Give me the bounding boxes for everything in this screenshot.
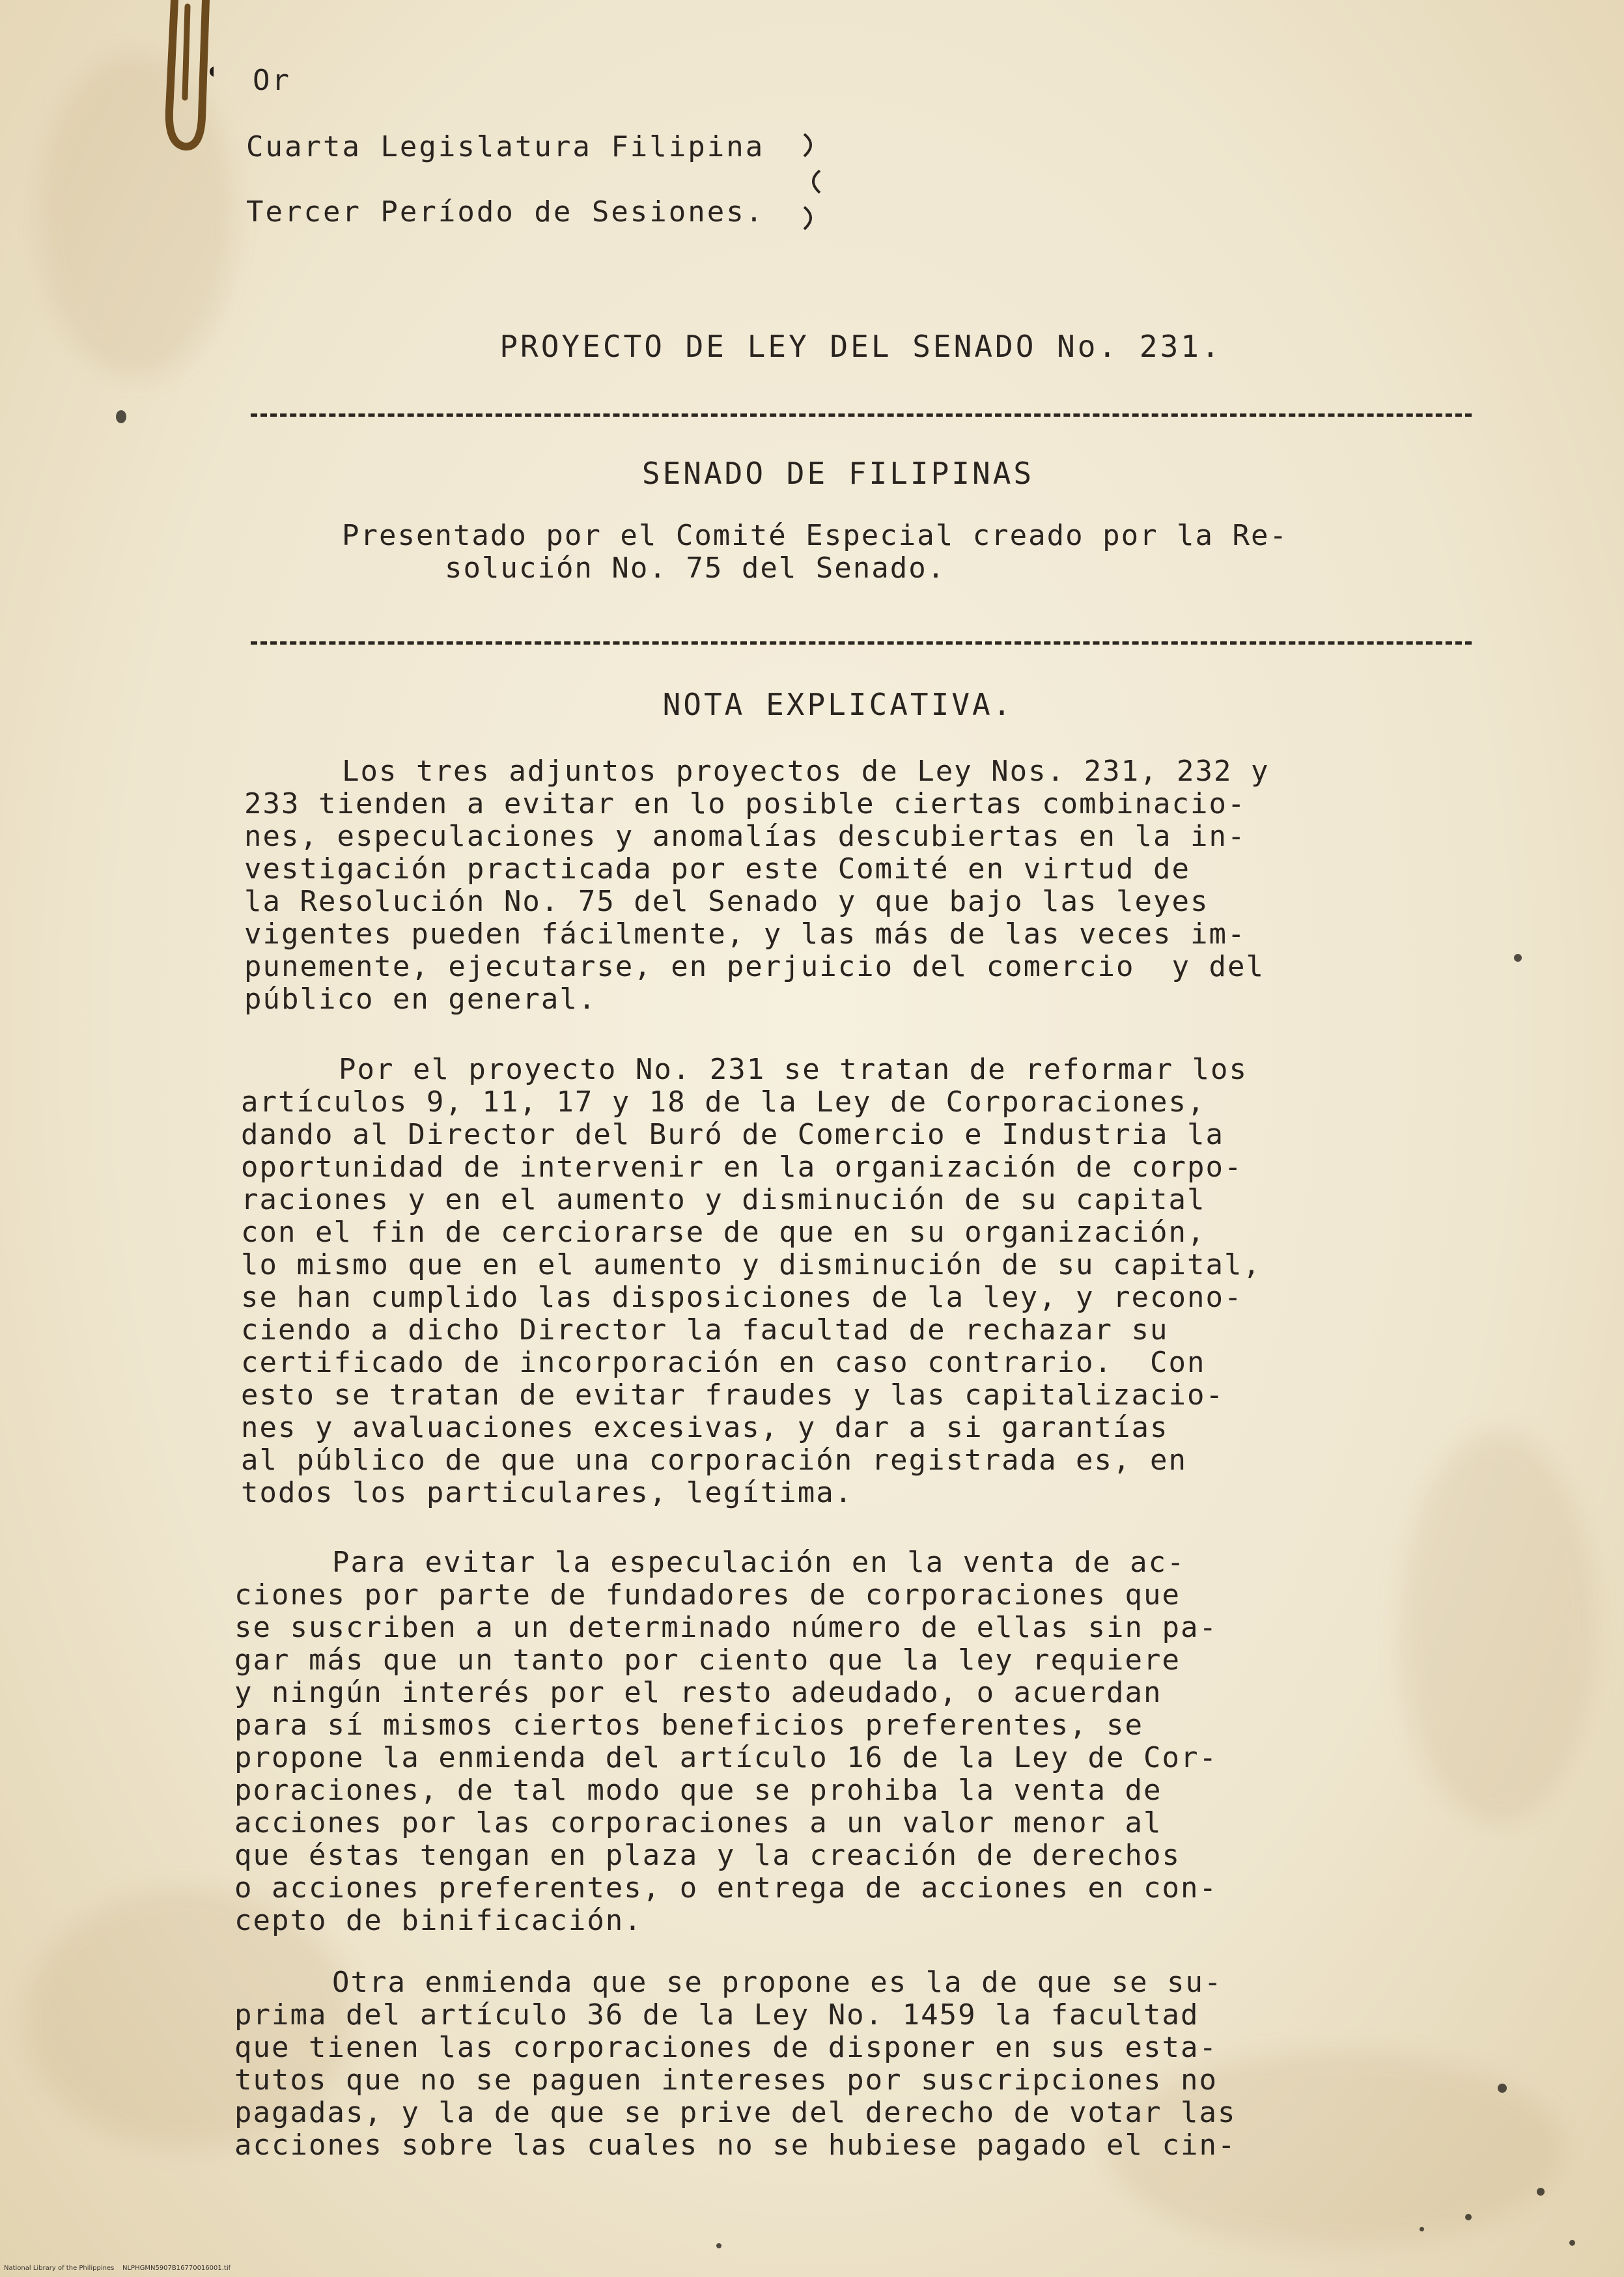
text-line: o acciones preferentes, o entrega de acciones en con- — [234, 1871, 1218, 1905]
text-line: propone la enmienda del artículo 16 de la Ley de Cor- — [234, 1741, 1218, 1774]
text-line: para sí mismos ciertos beneficios preferentes, se — [234, 1709, 1144, 1742]
ink-speck — [1465, 2214, 1472, 2220]
text-line: con el fin de cerciorarse de que en su organización, — [241, 1216, 1206, 1249]
text-line: tutos que no se paguen intereses por suscripciones no — [234, 2063, 1218, 2097]
text-line: se suscriben a un determinado número de ellas sin pa- — [234, 1611, 1218, 1644]
text-line: que éstas tengan en plaza y la creación de derechos — [234, 1839, 1181, 1872]
explanatory-paragraph — [244, 755, 1364, 1016]
text-line: lo mismo que en el aumento y disminución de su capital, — [241, 1248, 1261, 1281]
ink-speck — [1420, 2227, 1424, 2231]
explanatory-paragraph — [234, 1966, 1354, 2162]
explanatory-paragraph — [241, 1054, 1361, 1509]
text-line: Por el proyecto No. 231 se tratan de reformar los — [339, 1053, 1248, 1086]
text-line: dando al Director del Buró de Comercio e Industria la — [241, 1118, 1224, 1151]
text-line: raciones y en el aumento y disminución de su capital — [241, 1183, 1206, 1216]
text-line: vigentes pueden fácilmente, y las más de las veces im- — [244, 917, 1246, 951]
bill-title: PROYECTO DE LEY DEL SENADO No. 231. — [499, 329, 1222, 364]
text-line: se han cumplido las disposiciones de la ley, y recono- — [241, 1281, 1243, 1314]
text-line: artículos 9, 11, 17 y 18 de la Ley de Corporaciones, — [241, 1085, 1206, 1119]
ink-speck — [1537, 2188, 1545, 2196]
presented-by-line: solución No. 75 del Senado. — [445, 552, 946, 585]
dashed-divider — [251, 413, 1472, 417]
text-line: certificado de incorporación en caso contrario. Con — [241, 1346, 1206, 1379]
text-line: 233 tienden a evitar en lo posible ciertas combinacio- — [244, 787, 1246, 820]
text-line: acciones sobre las cuales no se hubiese pagado el cin- — [234, 2129, 1237, 2162]
text-line: oportunidad de intervenir en la organización de corpo- — [241, 1151, 1243, 1184]
text-line: todos los particulares, legítima. — [241, 1476, 854, 1509]
text-line: público en general. — [244, 983, 597, 1016]
text-line: prima del artículo 36 de la Ley No. 1459 la facultad — [234, 1998, 1199, 2032]
ink-speck — [116, 410, 126, 423]
text-line: que tienen las corporaciones de disponer en sus esta- — [234, 2031, 1218, 2064]
text-line: cepto de binificación. — [234, 1904, 643, 1937]
text-line: ciones por parte de fundadores de corporaciones que — [234, 1578, 1181, 1612]
text-line: nes y avaluaciones excesivas, y dar a si garantías — [241, 1411, 1169, 1444]
presented-by-line: Presentado por el Comité Especial creado por la Re- — [342, 519, 1289, 552]
paper-stain — [1400, 1432, 1595, 1823]
text-line: nes, especulaciones y anomalías descubiertas en la in- — [244, 820, 1246, 853]
text-line: gar más que un tanto por ciento que la ley requiere — [234, 1643, 1181, 1677]
text-line: la Resolución No. 75 del Senado y que bajo las leyes — [244, 885, 1209, 918]
file-reference: Or — [253, 64, 291, 97]
text-line: acciones por las corporaciones a un valor menor al — [234, 1806, 1162, 1839]
text-line: y ningún interés por el resto adeudado, o acuerdan — [234, 1676, 1162, 1709]
session-period: Tercer Período de Sesiones. — [246, 195, 765, 229]
paper-clip-icon — [155, 0, 214, 156]
text-line: punemente, ejecutarse, en perjuicio del comercio y del — [244, 950, 1265, 983]
text-line: al público de que una corporación registrada es, en — [241, 1444, 1188, 1477]
explanatory-paragraph — [234, 1546, 1354, 1937]
text-line: Para evitar la especulación en la venta de ac- — [332, 1546, 1186, 1579]
text-line: pagadas, y la de que se prive del derecho de votar las — [234, 2096, 1237, 2129]
text-line: ciendo a dicho Director la facultad de rechazar su — [241, 1313, 1169, 1347]
text-line: Los tres adjuntos proyectos de Ley Nos. 231, 232 y — [342, 755, 1270, 788]
bracket-icon — [798, 130, 830, 234]
text-line: esto se tratan de evitar fraudes y las capitalizacio- — [241, 1378, 1224, 1412]
text-line: poraciones, de tal modo que se prohiba la venta de — [234, 1774, 1162, 1807]
presented-by — [342, 520, 1449, 585]
text-line: vestigación practicada por este Comité en virtud de — [244, 852, 1191, 886]
legislature-name: Cuarta Legislatura Filipina — [246, 130, 765, 163]
note-heading: NOTA EXPLICATIVA. — [662, 687, 1014, 722]
archive-footer: National Library of the Philippines NLPHGMN5907B16770016001.tif — [4, 2265, 231, 2272]
dashed-divider — [251, 641, 1472, 645]
ink-speck — [1514, 954, 1522, 962]
ink-speck — [716, 2243, 721, 2248]
text-line: Otra enmienda que se propone es la de que se su- — [332, 1966, 1223, 1999]
senate-name: SENADO DE FILIPINAS — [641, 456, 1035, 491]
ink-speck — [1569, 2240, 1575, 2246]
ink-speck — [1498, 2084, 1507, 2093]
